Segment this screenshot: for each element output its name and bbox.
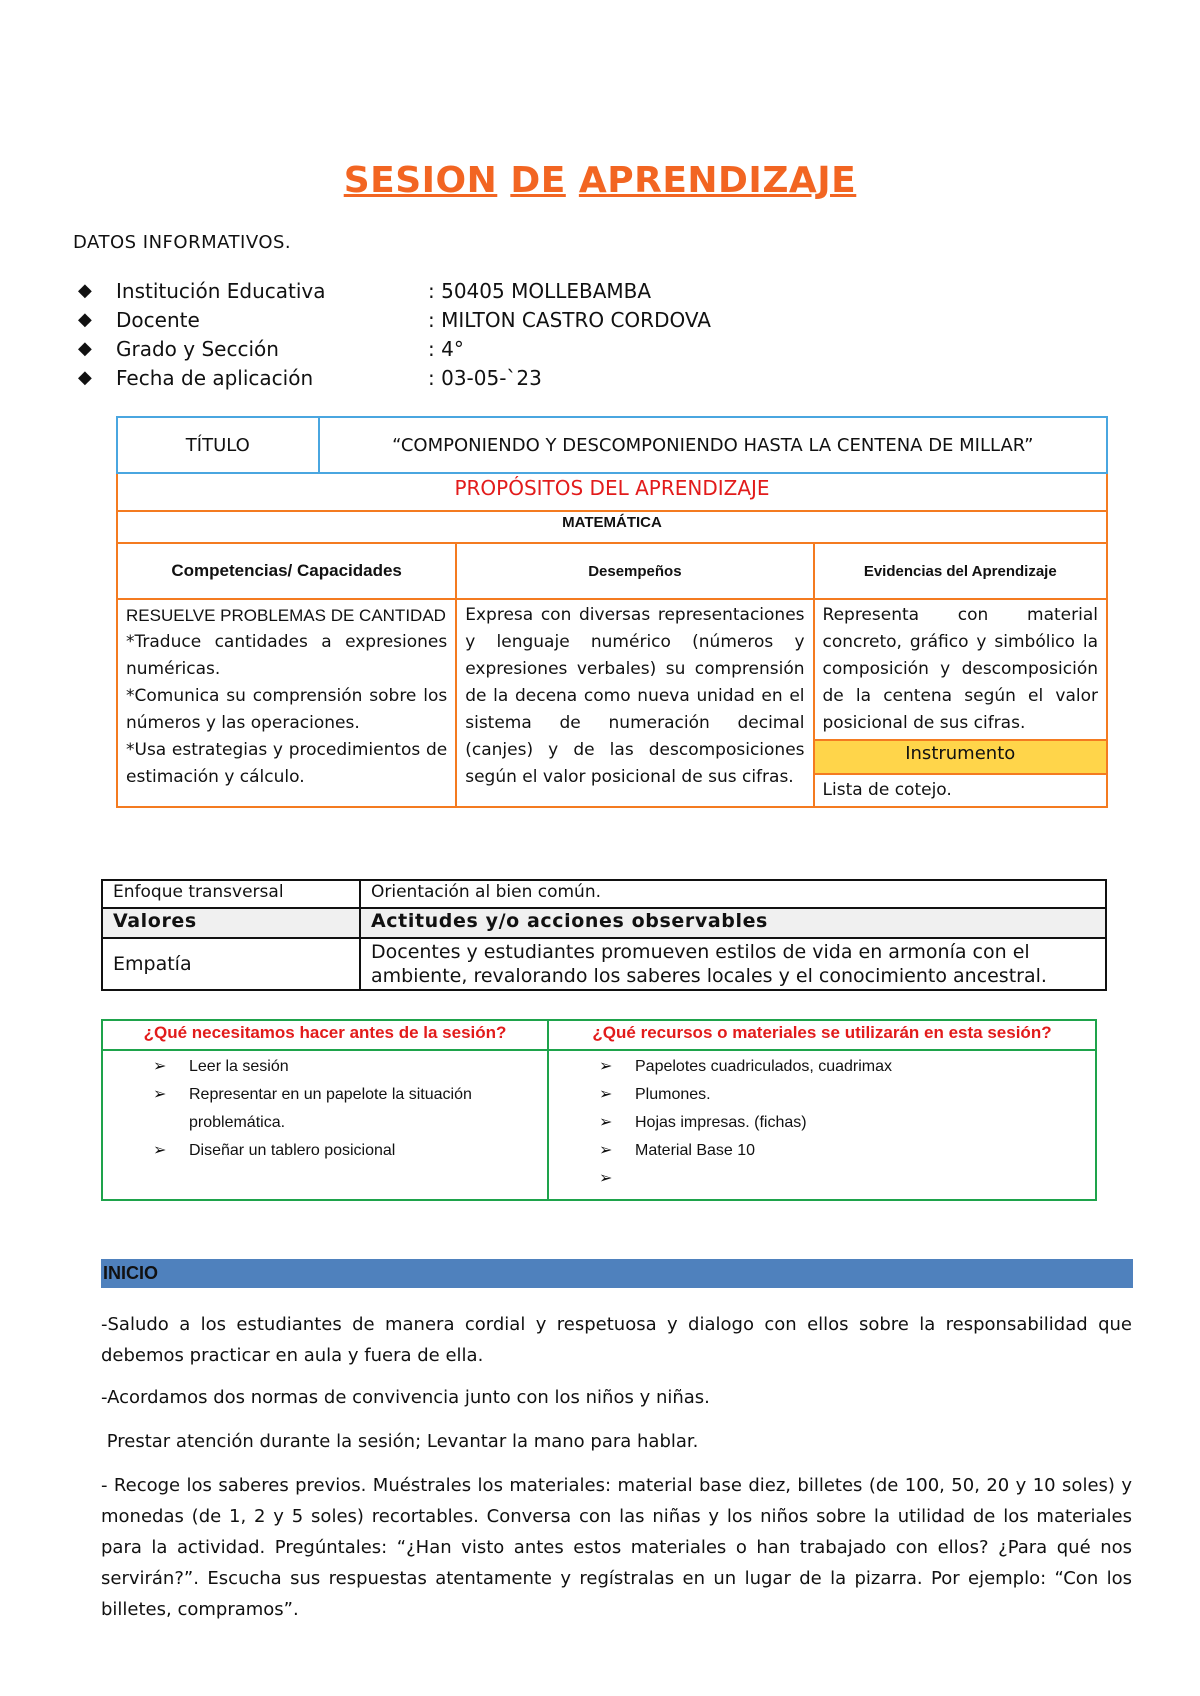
page-title xyxy=(0,160,1200,201)
session-title: “COMPONIENDO Y DESCOMPONIENDO HASTA LA CENTENA DE MILLAR” xyxy=(392,434,1034,456)
arrow-bullet-icon: ➢ xyxy=(599,1170,613,1187)
inicio-paragraph: -Saludo a los estudiantes de manera cordial y respetuosa y dialogo con ellos sobre la responsabilidad que debemos practicar en aula y fuera de ella. xyxy=(101,1314,1132,1366)
list-item-text: Representar en un papelote la situación problemática. xyxy=(189,1086,472,1131)
list-item xyxy=(153,1081,537,1137)
competencias-cell xyxy=(117,599,456,807)
list-item xyxy=(599,1137,1085,1165)
info-label: Institución Educativa xyxy=(116,278,326,303)
capacidad-item: *Usa estrategias y procedimientos de estimación y cálculo. xyxy=(126,740,448,787)
datos-heading: DATOS INFORMATIVOS. xyxy=(73,232,292,253)
area-heading: MATEMÁTICA xyxy=(117,511,1107,543)
info-list xyxy=(78,276,711,392)
title-word-1: SESION xyxy=(343,160,498,201)
info-label: Grado y Sección xyxy=(116,336,279,361)
propositos-heading: PROPÓSITOS DEL APRENDIZAJE xyxy=(117,473,1107,511)
arrow-bullet-icon: ➢ xyxy=(599,1086,613,1103)
info-row xyxy=(78,334,711,363)
capacidad-item: *Traduce cantidades a expresiones numéricas. xyxy=(126,632,448,679)
list-item-text: Diseñar un tablero posicional xyxy=(189,1142,396,1159)
competencia-name: RESUELVE PROBLEMAS DE CANTIDAD xyxy=(126,606,446,625)
inicio-heading: INICIO xyxy=(101,1259,1133,1288)
instrumento-value: Lista de cotejo. xyxy=(814,774,1107,807)
list-item-text: Papelotes cuadriculados, cuadrimax xyxy=(635,1058,893,1075)
diamond-bullet-icon: ◆ xyxy=(78,338,92,359)
antes-list-cell xyxy=(102,1050,548,1200)
list-item xyxy=(599,1081,1085,1109)
arrow-bullet-icon: ➢ xyxy=(599,1058,613,1075)
desempenos-header: Desempeños xyxy=(456,543,813,599)
enfoque-value: Orientación al bien común. xyxy=(360,880,1106,908)
evidencia-cell: Representa con material concreto, gráfico y simbólico la composición y descomposición de la centena según el valor posicional de sus cifras. xyxy=(814,599,1107,740)
evidencias-header: Evidencias del Aprendizaje xyxy=(814,543,1107,599)
arrow-bullet-icon: ➢ xyxy=(599,1142,613,1159)
list-item-text: Leer la sesión xyxy=(189,1058,289,1075)
diamond-bullet-icon: ◆ xyxy=(78,309,92,330)
info-row xyxy=(78,305,711,334)
list-item xyxy=(599,1053,1085,1081)
actitudes-label: Actitudes y/o acciones observables xyxy=(360,908,1106,938)
list-item-text: Hojas impresas. (fichas) xyxy=(635,1114,807,1131)
purpose-table xyxy=(116,416,1108,808)
title-label: TÍTULO xyxy=(185,434,250,456)
recursos-list-cell xyxy=(548,1050,1096,1200)
arrow-bullet-icon: ➢ xyxy=(153,1086,167,1103)
valores-label: Valores xyxy=(102,908,360,938)
info-row xyxy=(78,276,711,305)
preparation-table xyxy=(101,1019,1097,1201)
diamond-bullet-icon: ◆ xyxy=(78,367,92,388)
antes-list xyxy=(113,1053,537,1165)
info-row xyxy=(78,363,711,392)
title-value-cell xyxy=(319,417,1107,473)
desempeno-cell: Expresa con diversas representaciones y lenguaje numérico (números y expresiones verbales) su comprensión de la decena como nueva unidad en el sistema de numeración decimal (canjes) y de las descomposiciones según el valor posicional de sus cifras. xyxy=(456,599,813,807)
info-value: : MILTON CASTRO CORDOVA xyxy=(428,307,711,332)
title-word-2: DE xyxy=(510,160,566,201)
diamond-bullet-icon: ◆ xyxy=(78,280,92,301)
inicio-paragraph: Prestar atención durante la sesión; Levantar la mano para hablar. xyxy=(101,1431,699,1452)
list-item-text: Plumones. xyxy=(635,1086,711,1103)
arrow-bullet-icon: ➢ xyxy=(599,1114,613,1131)
inicio-paragraph: - Recoge los saberes previos. Muéstrales los materiales: material base diez, billetes (de 100, 50, 20 y 10 soles) y monedas (de 1, 2 y 5 soles) recortables. Conversa con las niñas y los niños sobre la utilidad de los materiales para la actividad. Pregúntales: “¿Han visto antes estos materiales o han trabajado con ellos? ¿Para qué nos servirán?”. Escucha sus respuestas atentamente y regístralas en un lugar de la pizarra. Por ejemplo: “Con los billetes, compramos”. xyxy=(101,1475,1132,1620)
title-label-cell xyxy=(117,417,319,473)
capacidad-item: *Comunica su comprensión sobre los números y las operaciones. xyxy=(126,686,448,733)
list-item xyxy=(153,1053,537,1081)
arrow-bullet-icon: ➢ xyxy=(153,1142,167,1159)
info-value: : 4° xyxy=(428,336,464,361)
list-item xyxy=(153,1137,537,1165)
arrow-bullet-icon: ➢ xyxy=(153,1058,167,1075)
instrumento-header: Instrumento xyxy=(814,740,1107,774)
recursos-question: ¿Qué recursos o materiales se utilizarán en esta sesión? xyxy=(548,1020,1096,1050)
actitud-cell: Docentes y estudiantes promueven estilos de vida en armonía con el ambiente, revalorando los saberes locales y el conocimiento ancestral. xyxy=(360,938,1106,990)
list-item xyxy=(599,1109,1085,1137)
info-label: Fecha de aplicación xyxy=(116,365,314,390)
info-label: Docente xyxy=(116,307,200,332)
competencias-header: Competencias/ Capacidades xyxy=(117,543,456,599)
valor-cell: Empatía xyxy=(102,938,360,990)
list-item-text: Material Base 10 xyxy=(635,1142,756,1159)
antes-question: ¿Qué necesitamos hacer antes de la sesión? xyxy=(102,1020,548,1050)
inicio-paragraph: -Acordamos dos normas de convivencia junto con los niños y niñas. xyxy=(101,1387,710,1408)
enfoque-table xyxy=(101,879,1107,991)
enfoque-label: Enfoque transversal xyxy=(102,880,360,908)
title-word-3: APRENDIZAJE xyxy=(578,160,857,201)
info-value: : 50405 MOLLEBAMBA xyxy=(428,278,652,303)
info-value: : 03-05-`23 xyxy=(428,365,542,390)
recursos-list xyxy=(559,1053,1085,1187)
